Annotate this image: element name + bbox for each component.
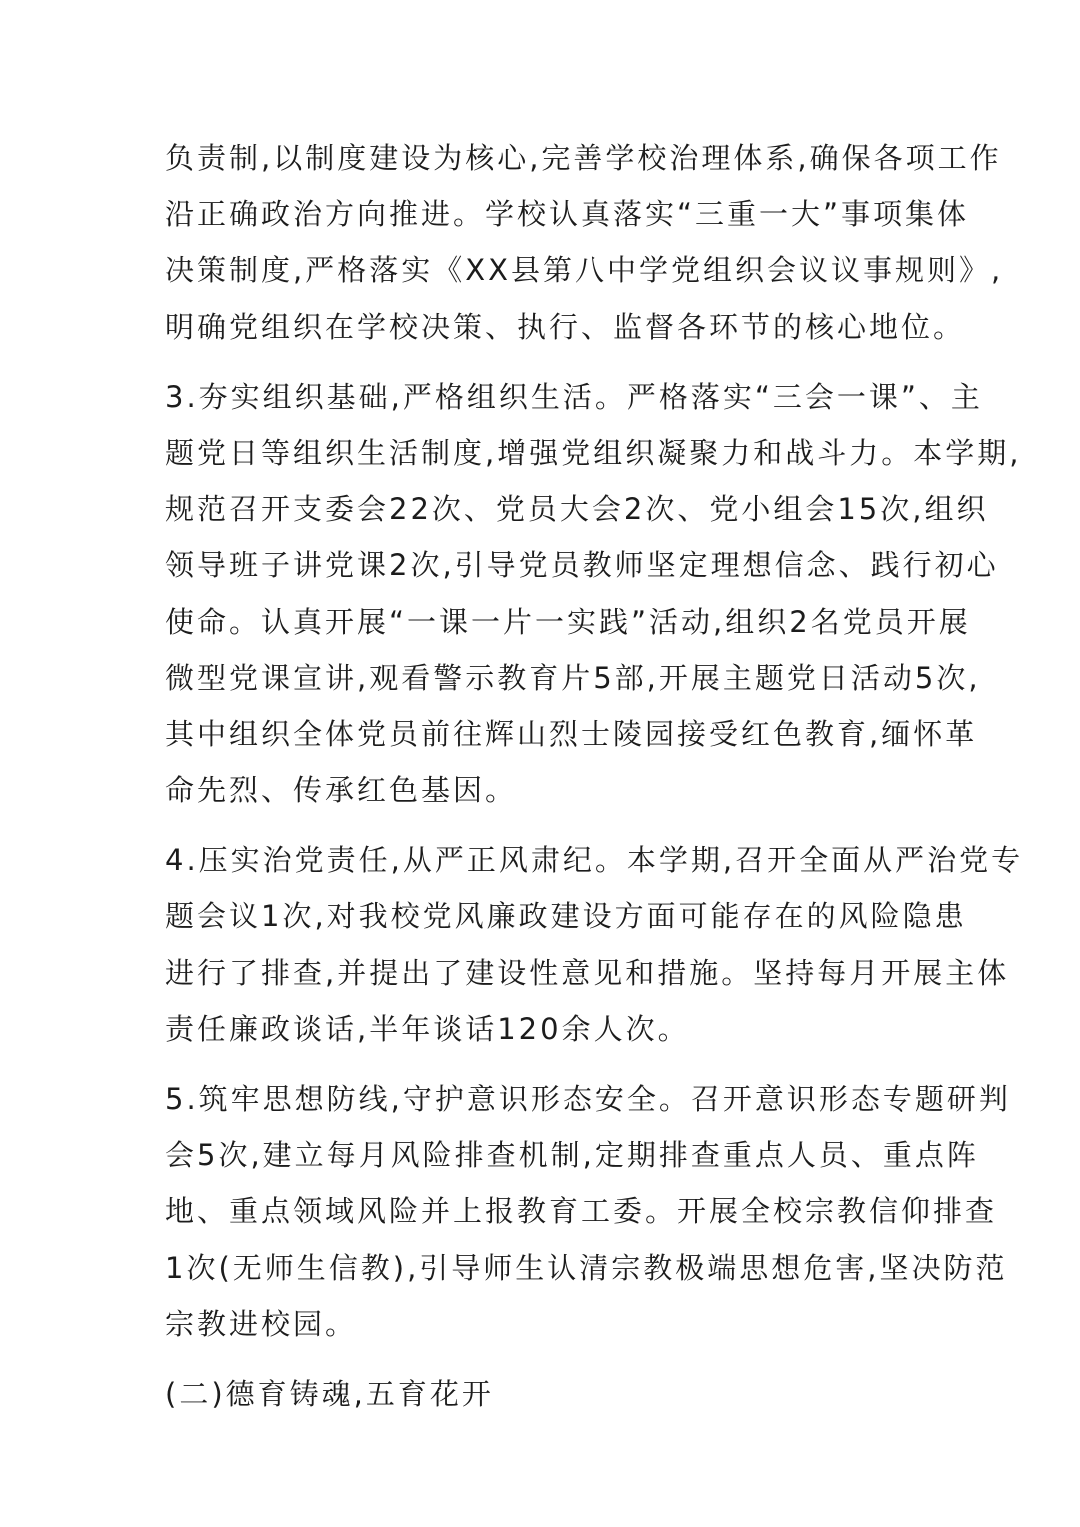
heading-line: (二)德育铸魂,五育花开 bbox=[165, 1376, 494, 1411]
paragraph-item-5 bbox=[165, 1071, 1011, 1352]
text-line: 明确党组织在学校决策、执行、监督各环节的核心地位。 bbox=[165, 309, 966, 344]
text-line: 宗教进校园。 bbox=[165, 1306, 358, 1341]
text-line: 题会议1次,对我校党风廉政建设方面可能存在的风险隐患 bbox=[165, 899, 967, 934]
text-line: 微型党课宣讲,观看警示教育片5部,开展主题党日活动5次, bbox=[165, 660, 981, 695]
text-line: 1次(无师生信教),引导师生认清宗教极端思想危害,坚决防范 bbox=[165, 1250, 1008, 1285]
text-line: 4.压实治党责任,从严正风肃纪。本学期,召开全面从严治党专 bbox=[165, 843, 1024, 878]
paragraph-item-4 bbox=[165, 832, 1024, 1057]
paragraph-governance bbox=[165, 130, 1004, 355]
paragraph-item-3 bbox=[165, 369, 1022, 819]
section-heading bbox=[165, 1366, 915, 1422]
text-line: 领导班子讲党课2次,引导党员教师坚定理想信念、践行初心 bbox=[165, 548, 999, 583]
text-line: 决策制度,严格落实《XX县第八中学党组织会议议事规则》, bbox=[165, 253, 1004, 288]
text-line: 地、重点领域风险并上报教育工委。开展全校宗教信仰排查 bbox=[165, 1194, 998, 1229]
text-line: 其中组织全体党员前往辉山烈士陵园接受红色教育,缅怀革 bbox=[165, 716, 978, 751]
text-line: 3.夯实组织基础,严格组织生活。严格落实“三会一课”、主 bbox=[165, 379, 983, 414]
text-line: 规范召开支委会22次、党员大会2次、党小组会15次,组织 bbox=[165, 492, 989, 527]
text-line: 5.筑牢思想防线,守护意识形态安全。召开意识形态专题研判 bbox=[165, 1082, 1011, 1116]
text-line: 会5次,建立每月风险排查机制,定期排查重点人员、重点阵 bbox=[165, 1138, 979, 1173]
text-line: 使命。认真开展“一课一片一实践”活动,组织2名党员开展 bbox=[165, 604, 971, 639]
text-line: 进行了排查,并提出了建设性意见和措施。坚持每月开展主体 bbox=[165, 955, 1010, 990]
text-line: 沿正确政治方向推进。学校认真落实“三重一大”事项集体 bbox=[165, 197, 970, 232]
text-line: 题党日等组织生活制度,增强党组织凝聚力和战斗力。本学期, bbox=[165, 435, 1022, 470]
text-line: 责任廉政谈话,半年谈话120余人次。 bbox=[165, 1011, 690, 1046]
text-line: 命先烈、传承红色基因。 bbox=[165, 773, 518, 808]
document-body bbox=[165, 130, 1024, 1422]
text-line: 负责制,以制度建设为核心,完善学校治理体系,确保各项工作 bbox=[165, 141, 1002, 175]
